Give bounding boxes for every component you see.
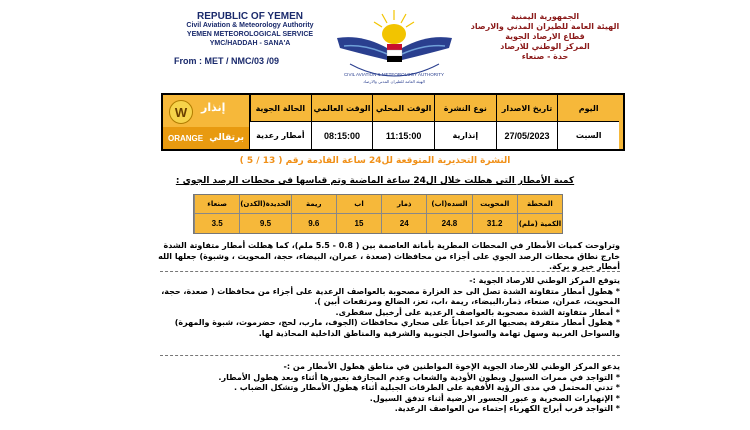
rain-value: 24.8 <box>426 214 471 233</box>
authority-name-en: Civil Aviation & Meteorology Authority <box>186 22 314 29</box>
authority-logo-icon <box>332 4 457 86</box>
rain-value: 3.5 <box>194 214 239 233</box>
rain-header: الحديدة(الكدن) <box>239 195 290 214</box>
summary-text: وتراوحت كميات الأمطار في المحطات المطرية بأمانة العاصمة بين ( 0.8 - 5.5 ملم)، كما هطلت أمطار متفاوتة الشدة خارج نطاق محطات الرصد الجوي على أجزاء من محافظات (صعدة ، عمران، البيضاء، حجة، المحويت ، وشبوة) جعلها الله أمطار خير و بركة. <box>158 241 620 271</box>
warning-level <box>163 127 249 149</box>
rain-value: 9.6 <box>291 214 336 233</box>
rain-header: صنعاء <box>194 195 239 214</box>
warning-w-icon: W <box>169 100 193 124</box>
warning-title: إنذار <box>201 101 226 114</box>
bulletin-grid <box>249 95 619 149</box>
warning-level-en: ORANGE <box>168 133 204 143</box>
country-name-ar: الجمهورية اليمنية <box>510 12 580 21</box>
divider <box>160 271 620 272</box>
forecast-item: * أمطار متفاوتة الشدة مصحوبة بالعواصف الرعدية على أرخبيل سقطرى. <box>335 307 620 317</box>
forecast-item: * هطول أمطار متفاوتة الشدة تصل الى حد الغزارة مصحوبة بالعواصف الرعدية على أجزاء من محافظات ( صعدة، حجة، المحويت، عمران، صنعاء، ذمار،البيضاء، ريمة ،اب، تعز، الضالع ومرتفعات أبين ). <box>161 286 620 306</box>
warning-level-ar: برتقالي <box>209 133 244 143</box>
rainfall-summary <box>150 241 620 273</box>
header-english <box>160 12 340 48</box>
header-arabic <box>470 12 620 62</box>
forecast-intro: يتوقع المركز الوطني للارصاد الجوية :- <box>469 276 620 285</box>
rain-value: 9.5 <box>239 214 290 233</box>
advice-item: * الإنهيارات الصخرية و عبور الجسور الارضية أثناء تدفق السيول. <box>369 393 620 403</box>
from-reference: From : MET / NMC/03 /09 <box>174 56 280 66</box>
authority-name-ar: الهيئة العامة للطيران المدني والارصاد <box>470 22 620 31</box>
bulletin-title: النشرة التحذيرية المتوقعة لل24 ساعة القادمة رقم ( 13 / 5 ) <box>239 156 511 166</box>
forecast-section <box>150 276 620 339</box>
value-utc-time: 08:15:00 <box>311 122 373 149</box>
logo-caption: CIVIL AVIATION & METEOROLOGY AUTHORITY <box>343 72 445 77</box>
rain-table-title: كمية الأمطار التى هطلت خلال ال24 ساعة الماضية وتم قياسها فى محطات الرصد الجوي : <box>175 176 575 186</box>
header-day: اليوم <box>557 95 619 122</box>
header-utc-time: الوقت العالمي <box>311 95 373 122</box>
rain-header: المحطة <box>517 195 562 214</box>
header-bulletin-type: نوع النشرة <box>434 95 496 122</box>
rain-header: السده(اب) <box>426 195 471 214</box>
bulletin-info-table <box>161 93 625 151</box>
advice-intro: يدعو المركز الوطني للارصاد الجوية الإخوة المواطنين في مناطق هطول الأمطار من :- <box>283 362 620 371</box>
rain-header: ريمة <box>291 195 336 214</box>
rain-header: ذمار <box>381 195 426 214</box>
rain-value-label: الكمية (ملم) <box>517 214 562 233</box>
rain-value: 15 <box>336 214 381 233</box>
rain-header: المحويت <box>472 195 517 214</box>
rain-value: 24 <box>381 214 426 233</box>
header-weather: الحالة الجوية <box>249 95 311 122</box>
rain-value: 31.2 <box>472 214 517 233</box>
header-issue-date: تاريخ الاصدار <box>496 95 558 122</box>
advice-item: * التواجد في ممرات السيول وبطون الأودية والشعاب وعدم المجازفة بعبورها أثناء وبعد هطول الأمطار. <box>218 372 620 382</box>
sector-name-ar: قطاع الارصاد الجوية <box>505 32 585 41</box>
advice-item: * تدني المحتمل في مدى الرؤية الأفقية على الطرقات الجبلية أثناء هطول الأمطار وتشكل الضباب . <box>233 383 620 392</box>
country-name-en: REPUBLIC OF YEMEN <box>197 11 303 22</box>
value-local-time: 11:15:00 <box>372 122 434 149</box>
value-weather: أمطار رعدية <box>249 122 311 149</box>
rainfall-table <box>193 194 563 234</box>
center-name-ar: المركز الوطني للارصاد <box>500 42 590 51</box>
value-bulletin-type: إنذارية <box>434 122 496 149</box>
location-en: YMC/HADDAH - SANA'A <box>209 40 291 47</box>
advice-item: * التواجد قرب أبراج الكهرباء إحتماء من العواصف الرعدية. <box>394 404 620 413</box>
value-issue-date: 27/05/2023 <box>496 122 558 149</box>
warning-box <box>163 95 251 149</box>
value-day: السبت <box>557 122 619 149</box>
location-ar: حدة - صنعاء <box>521 52 569 61</box>
rain-header: اب <box>336 195 381 214</box>
advice-section <box>150 362 620 415</box>
header-local-time: الوقت المحلي <box>372 95 434 122</box>
divider <box>160 355 620 356</box>
forecast-item: * هطول أمطار متفرقة يصحبها الرعد احياناً على صحاري محافظات (الجوف، مارب، لحج، حضرموت، شبوة والمهرة) والسواحل الغربية وسهل تهامة والسواحل الجنوبية والشرقية والمناطق الداخلية المحاذية لها. <box>174 318 620 338</box>
logo-caption-ar: الهيئة العامة للطيران المدني والارصاد <box>363 79 425 84</box>
service-name-en: YEMEN METEOROLOGICAL SERVICE <box>186 31 314 38</box>
